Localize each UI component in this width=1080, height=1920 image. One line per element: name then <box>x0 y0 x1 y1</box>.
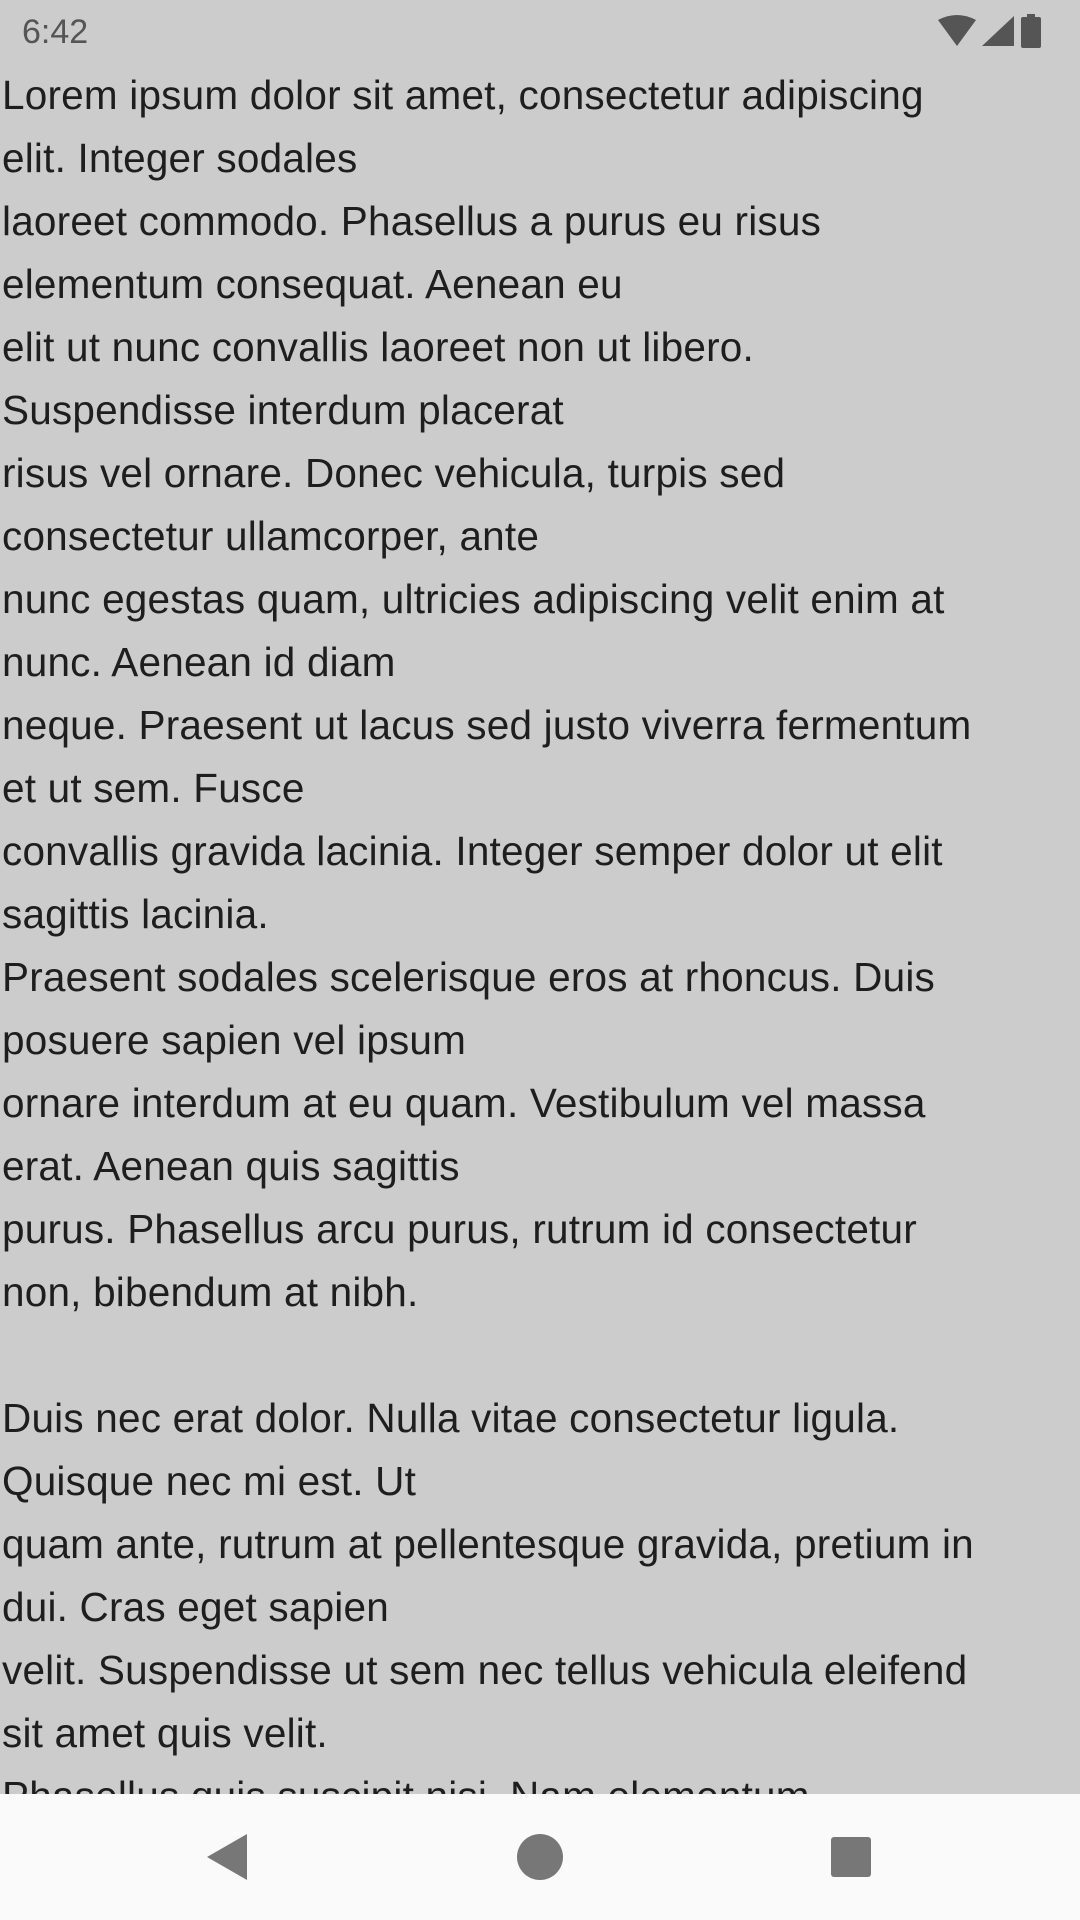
text-line: velit. Suspendisse ut sem nec tellus vehicula eleifend <box>2 1647 968 1693</box>
text-line: elit ut nunc convallis laoreet non ut libero. <box>2 324 754 370</box>
wifi-icon <box>938 16 976 46</box>
text-line: dui. Cras eget sapien <box>2 1584 389 1630</box>
cellular-signal-icon <box>982 16 1014 46</box>
text-line: et ut sem. Fusce <box>2 765 305 811</box>
text-line: Suspendisse interdum placerat <box>2 387 564 433</box>
text-line: non, bibendum at nibh. <box>2 1269 419 1315</box>
text-line: consectetur ullamcorper, ante <box>2 513 540 559</box>
status-icons <box>938 14 1042 48</box>
recents-button[interactable] <box>781 1794 921 1920</box>
text-line: laoreet commodo. Phasellus a purus eu risus <box>2 198 822 244</box>
text-line: Lorem ipsum dolor sit amet, consectetur adipiscing <box>2 72 924 118</box>
text-line: erat. Aenean quis sagittis <box>2 1143 460 1189</box>
text-line: Duis nec erat dolor. Nulla vitae consectetur ligula. <box>2 1395 900 1441</box>
text-line: Quisque nec mi est. Ut <box>2 1458 417 1504</box>
body-text <box>0 64 1080 1828</box>
back-icon <box>207 1834 249 1880</box>
recents-icon <box>831 1837 871 1877</box>
text-line: elit. Integer sodales <box>2 135 358 181</box>
text-line: quam ante, rutrum at pellentesque gravida, pretium in <box>2 1521 974 1567</box>
navigation-bar <box>0 1794 1080 1920</box>
home-icon <box>517 1834 563 1880</box>
home-button[interactable] <box>470 1794 610 1920</box>
text-line: ornare interdum at eu quam. Vestibulum vel massa <box>2 1080 926 1126</box>
text-line: nunc egestas quam, ultricies adipiscing velit enim at <box>2 576 945 622</box>
text-line: convallis gravida lacinia. Integer semper dolor ut elit <box>2 828 943 874</box>
text-line: sagittis lacinia. <box>2 891 269 937</box>
text-line: sit amet quis velit. <box>2 1710 328 1756</box>
text-line: elementum consequat. Aenean eu <box>2 261 623 307</box>
text-line: nunc. Aenean id diam <box>2 639 396 685</box>
text-line: posuere sapien vel ipsum <box>2 1017 467 1063</box>
text-line: risus vel ornare. Donec vehicula, turpis sed <box>2 450 786 496</box>
battery-icon <box>1020 14 1042 48</box>
scroll-content[interactable] <box>0 64 1080 1794</box>
back-button[interactable] <box>158 1794 298 1920</box>
text-line: neque. Praesent ut lacus sed justo viverra fermentum <box>2 702 972 748</box>
status-time: 6:42 <box>22 13 89 51</box>
text-line: Praesent sodales scelerisque eros at rhoncus. Duis <box>2 954 935 1000</box>
text-line: purus. Phasellus arcu purus, rutrum id consectetur <box>2 1206 917 1252</box>
text-line <box>2 1324 1080 1387</box>
status-bar <box>0 0 1080 64</box>
